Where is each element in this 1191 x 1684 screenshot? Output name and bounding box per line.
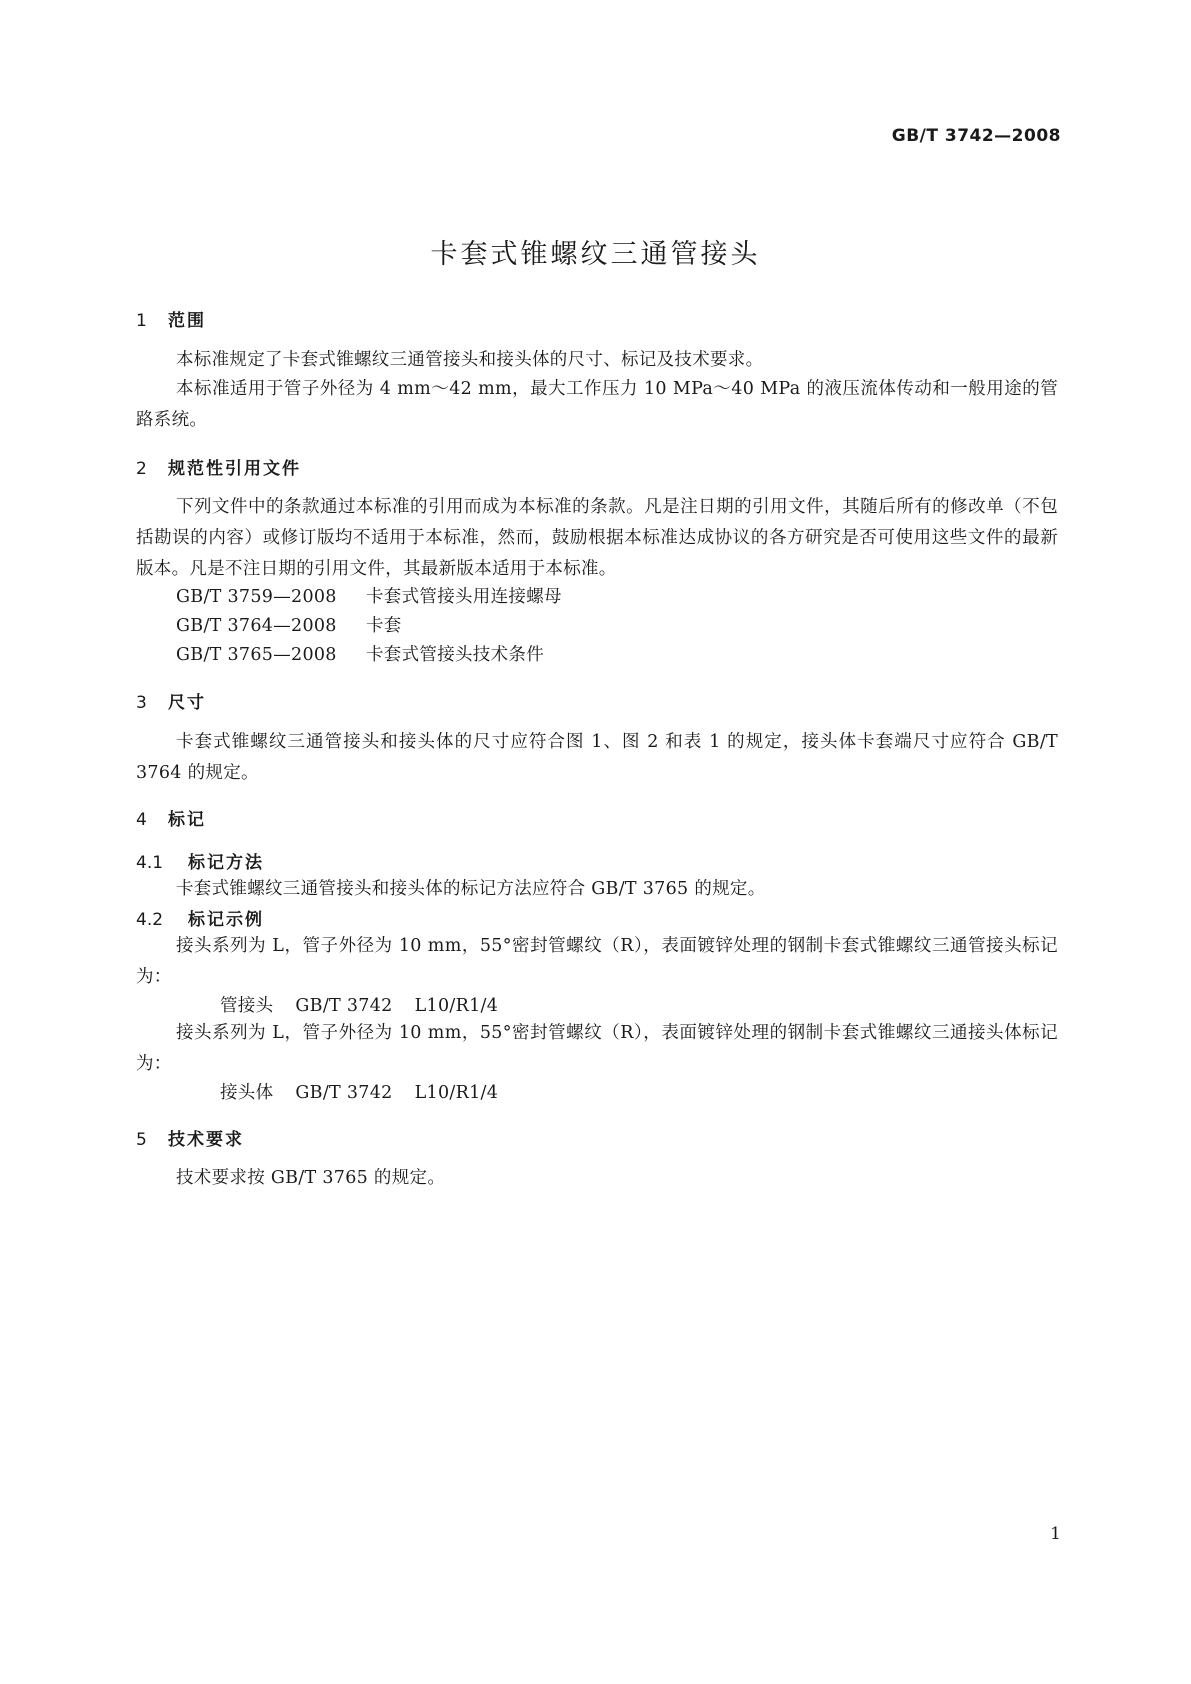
section-title: 尺寸 — [168, 693, 206, 713]
section-number: 2 — [136, 459, 147, 479]
section-4-1-paragraph-1: 卡套式锥螺纹三通管接头和接头体的标记方法应符合 GB/T 3765 的规定。 — [176, 879, 766, 899]
section-4-heading — [136, 805, 206, 830]
section-title: 规范性引用文件 — [168, 459, 301, 479]
section-4-2-heading — [136, 905, 264, 930]
marking-spec: L10/R1/4 — [414, 996, 499, 1016]
reference-code: GB/T 3764—2008 — [176, 616, 337, 636]
section-title: 标记示例 — [188, 910, 264, 930]
page-number: 1 — [1050, 1524, 1061, 1544]
section-4-2-paragraph-2: 接头系列为 L，管子外径为 10 mm，55°密封管螺纹（R），表面镀锌处理的钢制卡套式锥螺纹三通接头体标记为： — [136, 1023, 1058, 1074]
section-4-1-heading — [136, 848, 264, 873]
reference-code: GB/T 3765—2008 — [176, 645, 337, 665]
section-1-paragraph-1: 本标准规定了卡套式锥螺纹三通管接头和接头体的尺寸、标记及技术要求。 — [176, 350, 764, 370]
section-number: 4.2 — [136, 910, 164, 930]
marking-example-1 — [220, 992, 520, 1017]
section-title: 技术要求 — [168, 1130, 244, 1150]
section-5-paragraph-1: 技术要求按 GB/T 3765 的规定。 — [176, 1168, 446, 1188]
standard-code: GB/T 3742—2008 — [891, 126, 1061, 146]
section-number: 4 — [136, 810, 147, 830]
marking-example-2 — [220, 1079, 520, 1104]
marking-name: 接头体 — [220, 1083, 274, 1103]
section-number: 4.1 — [136, 853, 164, 873]
section-1-heading — [136, 306, 206, 331]
section-3-heading — [136, 688, 206, 713]
marking-standard: GB/T 3742 — [295, 996, 393, 1016]
section-number: 5 — [136, 1130, 147, 1150]
reference-item — [176, 641, 544, 666]
document-title: 卡套式锥螺纹三通管接头 — [430, 239, 761, 270]
reference-item — [176, 612, 402, 637]
section-2-paragraph-1: 下列文件中的条款通过本标准的引用而成为本标准的条款。凡是注日期的引用文件，其随后所有的修改单（不包括勘误的内容）或修订版均不适用于本标准，然而，鼓励根据本标准达成协议的各方研究是否可使用这些文件的最新版本。凡是不注日期的引用文件，其最新版本适用于本标准。 — [136, 497, 1058, 579]
reference-item — [176, 583, 562, 608]
marking-spec: L10/R1/4 — [414, 1083, 499, 1103]
section-number: 1 — [136, 311, 147, 331]
section-3-paragraph-1: 卡套式锥螺纹三通管接头和接头体的尺寸应符合图 1、图 2 和表 1 的规定，接头体卡套端尺寸应符合 GB/T 3764 的规定。 — [136, 732, 1058, 783]
section-title: 标记 — [168, 810, 206, 830]
reference-code: GB/T 3759—2008 — [176, 587, 337, 607]
reference-name: 卡套式管接头用连接螺母 — [366, 587, 562, 607]
section-4-2-paragraph-1: 接头系列为 L，管子外径为 10 mm，55°密封管螺纹（R），表面镀锌处理的钢制卡套式锥螺纹三通管接头标记为： — [136, 936, 1058, 987]
section-5-heading — [136, 1125, 244, 1150]
section-1-paragraph-2: 本标准适用于管子外径为 4 mm～42 mm，最大工作压力 10 MPa～40 MPa 的液压流体传动和一般用途的管路系统。 — [136, 379, 1058, 430]
section-number: 3 — [136, 693, 147, 713]
reference-name: 卡套 — [366, 616, 402, 636]
section-title: 范围 — [168, 311, 206, 331]
marking-name: 管接头 — [220, 996, 274, 1016]
section-2-heading — [136, 454, 301, 479]
reference-name: 卡套式管接头技术条件 — [366, 645, 544, 665]
section-title: 标记方法 — [188, 853, 264, 873]
marking-standard: GB/T 3742 — [295, 1083, 393, 1103]
